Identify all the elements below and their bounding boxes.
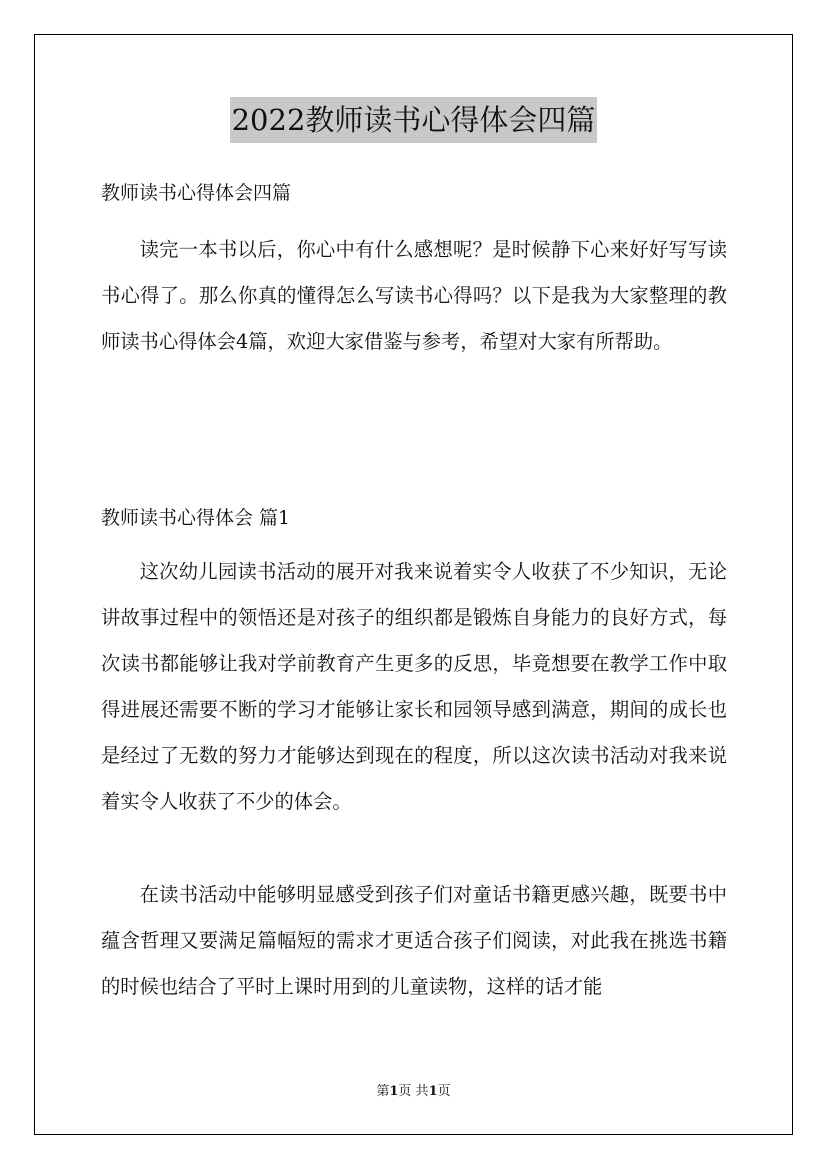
footer-current-page: 1 xyxy=(389,1084,399,1099)
section-heading: 教师读书心得体会 篇1 xyxy=(101,507,291,529)
footer-suffix: 页 xyxy=(437,1084,451,1099)
body-paragraph-2: 在读书活动中能够明显感受到孩子们对童话书籍更感兴趣，既要书中蕴含哲理又要满足篇幅短的需求才更适合孩子们阅读，对此我在挑选书籍的时候也结合了平时上课时用到的儿童读物，这样的话才能 xyxy=(101,883,727,998)
title-container xyxy=(0,97,827,143)
document-subtitle: 教师读书心得体会四篇 xyxy=(101,182,292,204)
intro-paragraph: 读完一本书以后，你心中有什么感想呢？是时候静下心来好好写写读书心得了。那么你真的懂得怎么写读书心得吗？以下是我为大家整理的教师读书心得体会4篇，欢迎大家借鉴与参考，希望对大家有所帮助。 xyxy=(101,238,727,353)
page-footer xyxy=(0,1083,827,1101)
footer-total-pages: 1 xyxy=(428,1084,438,1099)
footer-mid: 页 共 xyxy=(398,1084,429,1099)
body-paragraph-1: 这次幼儿园读书活动的展开对我来说着实令人收获了不少知识，无论讲故事过程中的领悟还是对孩子的组织都是锻炼自身能力的良好方式，每次读书都能够让我对学前教育产生更多的反思，毕竟想要在教学工作中取得进展还需要不断的学习才能够让家长和园领导感到满意，期间的成长也是经过了无数的努力才能够达到现在的程度，所以这次读书活动对我来说着实令人收获了不少的体会。 xyxy=(101,560,727,813)
document-title: 2022教师读书心得体会四篇 xyxy=(230,97,598,143)
footer-prefix: 第 xyxy=(376,1084,390,1099)
